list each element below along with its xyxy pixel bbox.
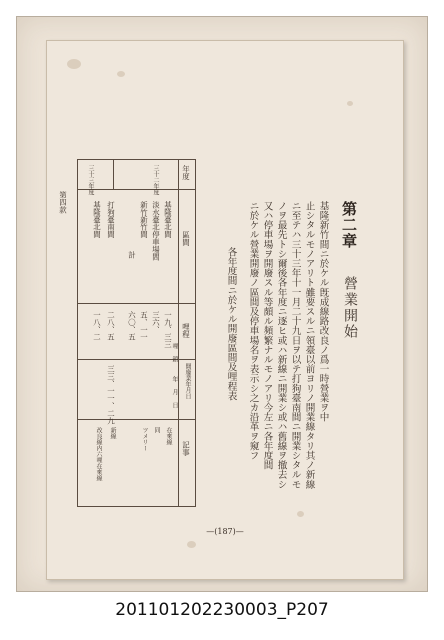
table-rule — [77, 189, 78, 190]
row-section: 基隆臺北間 — [92, 201, 102, 238]
body-line: 止シタルモノアリト雖要スルニ領臺以前ヨリノ開業線タリ其ノ新線 — [303, 201, 315, 489]
row-section: 新竹新竹間 — [139, 201, 149, 238]
body-line: ノヲ最先トシ爾後各年度ニ逐ヒ或ハ新線ニ開業シ或ハ舊線ヲ撤去シ — [275, 201, 287, 489]
row-section: 基隆臺北間 — [163, 201, 173, 238]
page-number: —(187)— — [206, 527, 244, 536]
table-rule — [77, 419, 196, 420]
header-date: 開廢業年月日 — [184, 363, 191, 399]
year-label: 三十二年度 — [152, 165, 159, 195]
row-remarks: 同 — [153, 427, 160, 433]
foxing-spot — [117, 71, 125, 77]
row-remarks: 在來線 — [165, 427, 172, 445]
scan-id-caption: 20110120223​0003_P207 — [115, 600, 329, 620]
chapter-subtitle: 營業開始 — [342, 276, 358, 340]
row-section: 淡水臺北停車場間 — [151, 201, 161, 261]
row-remarks: 新線 — [109, 427, 116, 439]
header-remarks: 記事 — [181, 441, 191, 456]
header-mileage: 哩程 — [181, 323, 191, 338]
table-rule — [77, 189, 196, 190]
header-section: 區間 — [181, 231, 191, 246]
foxing-spot — [347, 101, 353, 106]
row-remarks: ツメリー — [141, 427, 148, 451]
table-rule — [77, 303, 196, 304]
foxing-spot — [187, 541, 196, 548]
body-line: 基隆新竹間ニ於ケル旣成線路改良ノ爲一時營業ヲ中 — [317, 201, 329, 422]
body-line: ニ於ケル營業開廢ノ區間及停車場名ヲ表示シ之カ沿革ヲ窺フ — [247, 201, 259, 461]
row-section: 計 — [127, 251, 137, 259]
foxing-spot — [67, 59, 81, 69]
header-date-sub: 年 月 日 — [171, 376, 178, 408]
header-mileage-sub: 哩 鎖 — [171, 343, 178, 362]
header-year: 年度 — [181, 165, 191, 180]
body-line: 又ハ停車場ヲ開廢スル等頗ル頻繁ナルモノアリ今左ニ各年度間 — [261, 201, 273, 470]
table-rule — [113, 159, 114, 189]
row-mileage: 一九、三三 — [163, 311, 173, 348]
row-mileage: 二八、五 — [106, 311, 116, 341]
foxing-spot — [297, 511, 304, 517]
body-line: ニ至テハ三十三年十一月二十九日ヲ以テ打狗臺南間ニ開業シタルモ — [289, 201, 301, 489]
row-mileage: 一八、二 — [92, 311, 102, 341]
table-rule — [178, 159, 179, 507]
row-section: 打狗臺南間 — [106, 201, 116, 238]
table-rule — [195, 159, 196, 507]
year-label: 三十三年度 — [87, 165, 94, 195]
table-rule — [77, 359, 196, 360]
table-rule — [77, 159, 78, 507]
table-caption: 各年度間ニ於ケル開廢區間及哩程表 — [225, 247, 237, 401]
row-date: 三三、一一、二九 — [106, 365, 116, 425]
table-footnote: 第四款 — [58, 191, 68, 214]
row-mileage: 五、一一 — [139, 311, 149, 341]
row-mileage: 三六、 — [151, 311, 161, 334]
document-page — [46, 40, 404, 580]
row-remarks: 改良線内六哩在來線 — [95, 427, 102, 481]
row-mileage: 六〇、五 — [127, 311, 137, 341]
chapter-title: 第二章 — [340, 201, 358, 249]
